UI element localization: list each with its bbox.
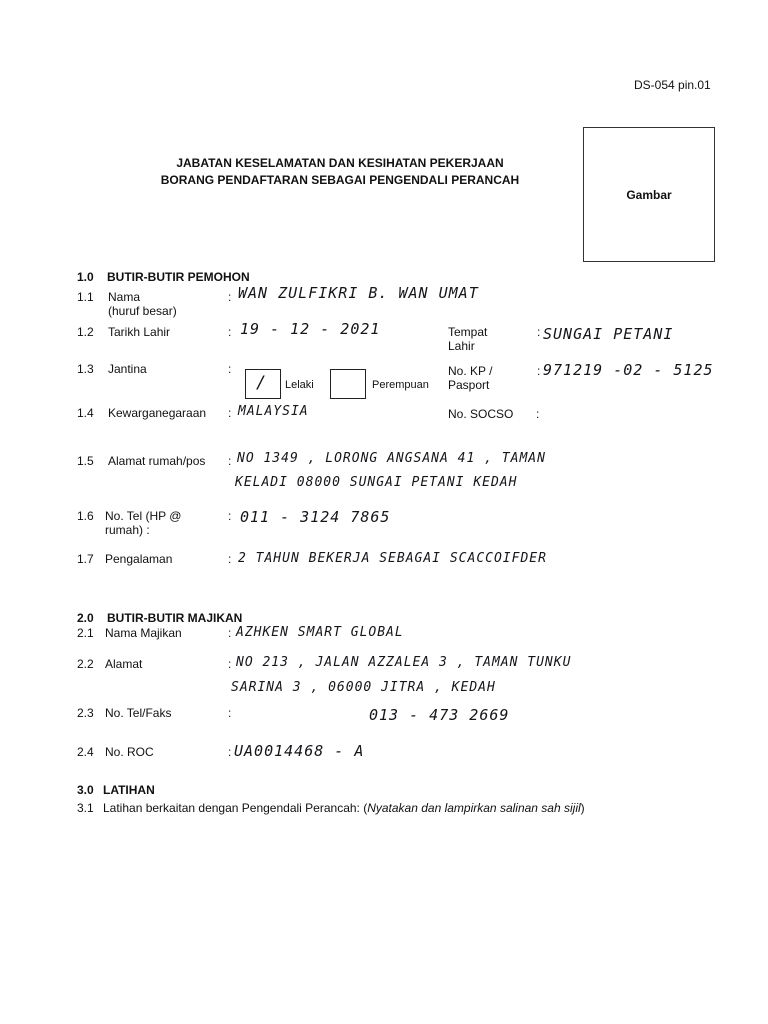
address-line2-field[interactable]: KELADI 08000 SUNGAI PETANI KEDAH xyxy=(235,475,518,490)
row-2-1-number: 2.1 xyxy=(77,626,94,640)
form-title-line2: BORANG PENDAFTARAN SEBAGAI PENGENDALI PERANCAH xyxy=(160,173,520,187)
form-title-line1: JABATAN KESELAMATAN DAN KESIHATAN PEKERJAAN xyxy=(176,156,504,170)
row-1-4-number: 1.4 xyxy=(77,406,94,420)
employer-address-line2-field[interactable]: SARINA 3 , 06000 JITRA , KEDAH xyxy=(231,680,496,695)
dob-field[interactable]: 19 - 12 - 2021 xyxy=(240,320,381,338)
employer-address-line1-field[interactable]: NO 213 , JALAN AZZALEA 3 , TAMAN TUNKU xyxy=(236,655,572,670)
ic-label: No. KP / xyxy=(448,364,493,378)
gender-female-label: Perempuan xyxy=(372,379,429,391)
employer-address-label: Alamat xyxy=(105,657,143,671)
training-label-text: Latihan berkaitan dengan Pengendali Perancah: ( xyxy=(103,801,368,815)
birthplace-label-2: Lahir xyxy=(448,339,475,353)
gender-male-label: Lelaki xyxy=(285,379,314,391)
phone-field[interactable]: 011 - 3124 7865 xyxy=(240,508,391,526)
gender-male-checkbox[interactable] xyxy=(245,369,281,399)
employer-phone-field[interactable]: 013 - 473 2669 xyxy=(369,706,510,724)
section-3-title: LATIHAN xyxy=(103,783,155,797)
row-3-1-number: 3.1 xyxy=(77,801,94,815)
experience-label: Pengalaman xyxy=(105,552,173,566)
socso-label: No. SOCSO xyxy=(448,407,514,421)
address-label: Alamat rumah/pos xyxy=(108,454,206,468)
gender-female-checkbox[interactable] xyxy=(330,369,366,399)
row-1-3-number: 1.3 xyxy=(77,362,94,376)
row-1-2-number: 1.2 xyxy=(77,325,94,339)
employer-phone-colon: : xyxy=(228,706,232,720)
experience-field[interactable]: 2 TAHUN BEKERJA SEBAGAI SCACCOIFDER xyxy=(238,551,547,566)
document-code: DS-054 pin.01 xyxy=(634,78,711,92)
roc-colon: : xyxy=(228,745,232,759)
row-1-6-number: 1.6 xyxy=(77,509,94,523)
employer-phone-label: No. Tel/Faks xyxy=(105,706,172,720)
photo-label: Gambar xyxy=(626,188,672,202)
training-label xyxy=(103,801,585,815)
phone-sublabel: rumah) : xyxy=(105,523,150,537)
ic-label-2: Pasport xyxy=(448,378,490,392)
roc-field[interactable]: UA0014468 - A xyxy=(234,742,365,760)
gender-label: Jantina xyxy=(108,362,147,376)
roc-label: No. ROC xyxy=(105,745,154,759)
name-field[interactable]: WAN ZULFIKRI B. WAN UMAT xyxy=(238,284,479,302)
name-colon: : xyxy=(228,290,232,304)
row-2-3-number: 2.3 xyxy=(77,706,94,720)
birthplace-colon: : xyxy=(537,325,541,339)
address-colon: : xyxy=(228,454,232,468)
section-1-title: BUTIR-BUTIR PEMOHON xyxy=(107,270,250,284)
phone-label: No. Tel (HP @ xyxy=(105,509,182,523)
photo-box[interactable] xyxy=(583,127,715,262)
training-instruction: Nyatakan dan lampirkan salinan sah sijil xyxy=(367,801,581,815)
row-1-1-number: 1.1 xyxy=(77,290,94,304)
phone-colon: : xyxy=(228,509,232,523)
row-1-5-number: 1.5 xyxy=(77,454,94,468)
experience-colon: : xyxy=(228,552,232,566)
row-1-7-number: 1.7 xyxy=(77,552,94,566)
citizenship-label: Kewarganegaraan xyxy=(108,406,207,420)
ic-colon: : xyxy=(537,364,541,378)
employer-name-label: Nama Majikan xyxy=(105,626,182,640)
section-3-number: 3.0 xyxy=(77,783,94,797)
row-2-4-number: 2.4 xyxy=(77,745,94,759)
section-2-title: BUTIR-BUTIR MAJIKAN xyxy=(107,611,243,625)
training-label-close: ) xyxy=(580,801,585,815)
employer-address-colon: : xyxy=(228,657,232,671)
ic-field[interactable]: 971219 -02 - 5125 xyxy=(543,361,714,379)
employer-name-field[interactable]: AZHKEN SMART GLOBAL xyxy=(236,625,404,640)
address-line1-field[interactable]: NO 1349 , LORONG ANGSANA 41 , TAMAN xyxy=(237,451,546,466)
dob-colon: : xyxy=(228,325,232,339)
name-sublabel: (huruf besar) xyxy=(108,304,177,318)
row-2-2-number: 2.2 xyxy=(77,657,94,671)
socso-colon: : xyxy=(536,407,540,421)
citizenship-field[interactable]: MALAYSIA xyxy=(238,404,309,419)
employer-name-colon: : xyxy=(228,626,232,640)
section-1-number: 1.0 xyxy=(77,270,94,284)
section-2-number: 2.0 xyxy=(77,611,94,625)
citizenship-colon: : xyxy=(228,406,232,420)
birthplace-field[interactable]: SUNGAI PETANI xyxy=(543,325,674,343)
birthplace-label: Tempat xyxy=(448,325,488,339)
gender-colon: : xyxy=(228,362,232,376)
checkmark-icon: / xyxy=(256,373,268,393)
name-label: Nama xyxy=(108,290,141,304)
dob-label: Tarikh Lahir xyxy=(108,325,171,339)
